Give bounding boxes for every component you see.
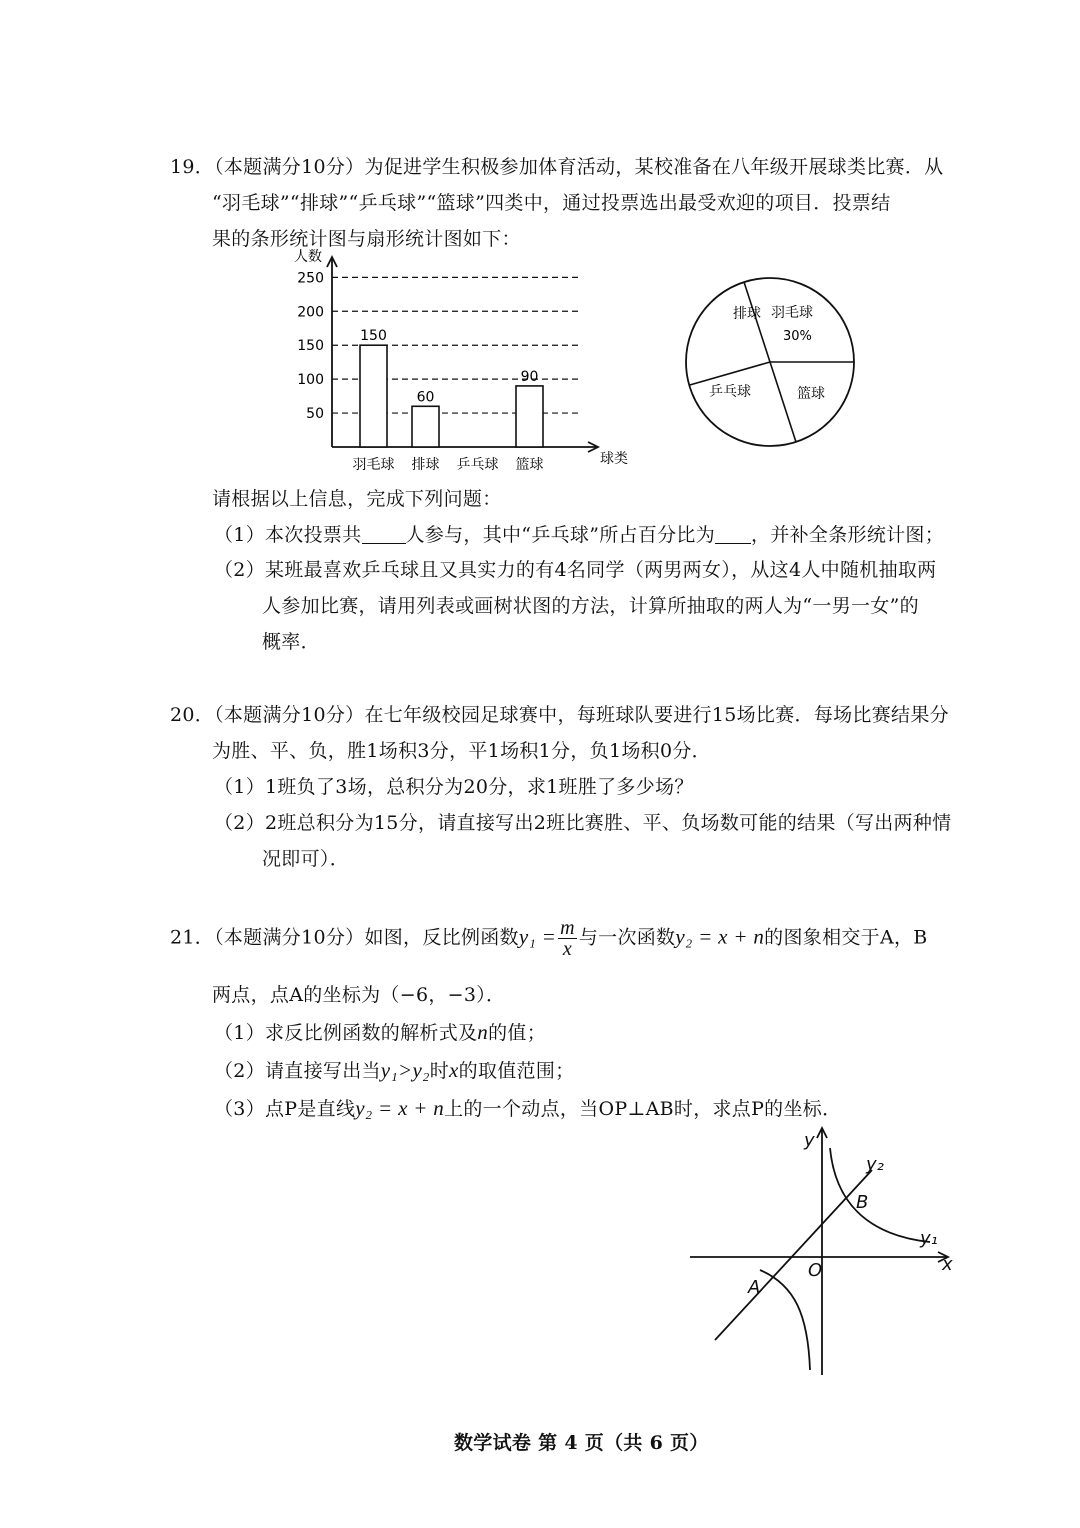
page-footer: 数学试卷 第 4 页（共 6 页） (454, 1432, 709, 1454)
bar-y-tick-label: 250 (297, 270, 324, 287)
bar (360, 345, 387, 447)
q19-part2-line3: 概率． (262, 631, 320, 653)
bar-category-label: 乒乓球 (456, 457, 499, 473)
q20-line-1: 20．（本题满分10分）在七年级校园足球赛中，每班球队要进行15场比赛．每场比赛结果分 (170, 704, 949, 726)
bar-value-label: 150 (360, 328, 387, 345)
q21-text-c: 的图象相交于A，B (764, 926, 928, 949)
q19-part1 (214, 520, 944, 547)
bar-category-label: 排球 (411, 457, 440, 473)
fraction-numerator: m (560, 917, 575, 939)
q19-part1-text-b: 人参与，其中“乒乓球”所占百分比为 (405, 524, 716, 546)
bar-x-title: 球类 (600, 451, 628, 467)
hyperbola-branch-2 (760, 1270, 810, 1370)
bar-y-tick-label: 100 (297, 372, 324, 389)
bar-category-label: 篮球 (515, 457, 544, 473)
pie-chart (675, 270, 865, 460)
bar-value-label: 60 (416, 389, 435, 406)
bar-y-tick-label: 150 (297, 338, 324, 355)
q21-line-2: 两点，点A的坐标为（−6，−3）． (212, 984, 506, 1006)
function-graph (680, 1120, 970, 1390)
q21-part2 (214, 1056, 574, 1083)
line-y2-label: y₂ (866, 1154, 884, 1175)
pie-label-badminton-percent: 30% (783, 329, 812, 344)
bar-y-tick-label: 200 (297, 304, 324, 321)
q20-part2-line1: （2）2班总积分为15分，请直接写出2班比赛胜、平、负场数可能的结果（写出两种情 (214, 812, 952, 834)
q21-line-1 (170, 918, 928, 959)
inequality: y₁>y₂ (380, 1058, 430, 1082)
q19-line-3: 果的条形统计图与扇形统计图如下： (212, 228, 521, 250)
y2-expression: y₂ = x + n (675, 924, 765, 949)
y1-label: y₁ = (518, 924, 557, 949)
q19-line-2: “羽毛球”“排球”“乒乓球”“篮球”四类中，通过投票选出最受欢迎的项目．投票结 (212, 192, 891, 214)
bar-value-label: 90 (520, 368, 539, 385)
point-b-label: B (856, 1192, 869, 1213)
q21-part1 (214, 1018, 546, 1045)
q19-line-1: 19．（本题满分10分）为促进学生积极参加体育活动，某校准备在八年级开展球类比赛．从 (170, 156, 944, 178)
q21-part2-text-b: 时 (429, 1060, 450, 1082)
q21-text-a: 21．（本题满分10分）如图，反比例函数 (170, 926, 519, 949)
bar-y-tick-label: 50 (306, 406, 324, 423)
q20-part2-line2: 况即可）． (262, 848, 350, 870)
q19-part2-line1: （2）某班最喜欢乒乓球且又具实力的有4名同学（两男两女），从这4人中随机抽取两 (214, 559, 937, 581)
bar (516, 386, 543, 447)
q21-text-b: 与一次函数 (578, 926, 676, 949)
bar-chart (280, 245, 640, 475)
bar-category-label: 羽毛球 (352, 457, 395, 473)
graph-x-label: x (942, 1254, 953, 1275)
q21-part2-text-c: 的取值范围； (458, 1060, 575, 1082)
bar (412, 406, 439, 447)
pie-label-badminton: 羽毛球 (771, 305, 813, 321)
var-n: n (477, 1020, 489, 1044)
line-y2 (715, 1170, 872, 1340)
pie-label-pingpong: 乒乓球 (709, 384, 751, 400)
point-a-label: A (748, 1277, 761, 1298)
answer-blank-percent[interactable] (715, 524, 751, 544)
q20-part1: （1）1班负了3场，总积分为20分，求1班胜了多少场？ (214, 776, 694, 798)
q21-part2-text-a: （2）请直接写出当 (214, 1060, 381, 1082)
answer-blank-count[interactable] (362, 524, 406, 544)
q20-line-2: 为胜、平、负，胜1场积3分，平1场积1分，负1场积0分． (212, 740, 711, 762)
q21-part3-text-b: 上的一个动点，当OP⊥AB时，求点P的坐标． (444, 1098, 842, 1120)
q21-part1-text-b: 的值； (488, 1022, 547, 1044)
graph-y-label: y (804, 1130, 815, 1151)
q19-part1-text-a: （1）本次投票共 (214, 524, 362, 546)
y2-expression-2: y₂ = x + n (355, 1096, 445, 1120)
var-x: x (449, 1058, 459, 1082)
fraction-m-over-x (558, 918, 577, 959)
q21-part3 (214, 1094, 841, 1121)
q19-part1-text-c: ，并补全条形统计图； (751, 524, 945, 546)
q19-instruction: 请根据以上信息，完成下列问题： (212, 488, 502, 510)
q19-part2-line2: 人参加比赛，请用列表或画树状图的方法，计算所抽取的两人为“一男一女”的 (262, 595, 919, 617)
q21-part1-text-a: （1）求反比例函数的解析式及 (214, 1022, 478, 1044)
pie-label-basketball: 篮球 (797, 386, 825, 402)
graph-origin-label: O (808, 1260, 823, 1281)
q21-part3-text-a: （3）点P是直线 (214, 1098, 356, 1120)
curve-y1-label: y₁ (920, 1228, 938, 1249)
pie-label-volleyball: 排球 (733, 306, 761, 322)
fraction-denominator: x (562, 938, 573, 960)
bar-y-title: 人数 (294, 249, 322, 265)
